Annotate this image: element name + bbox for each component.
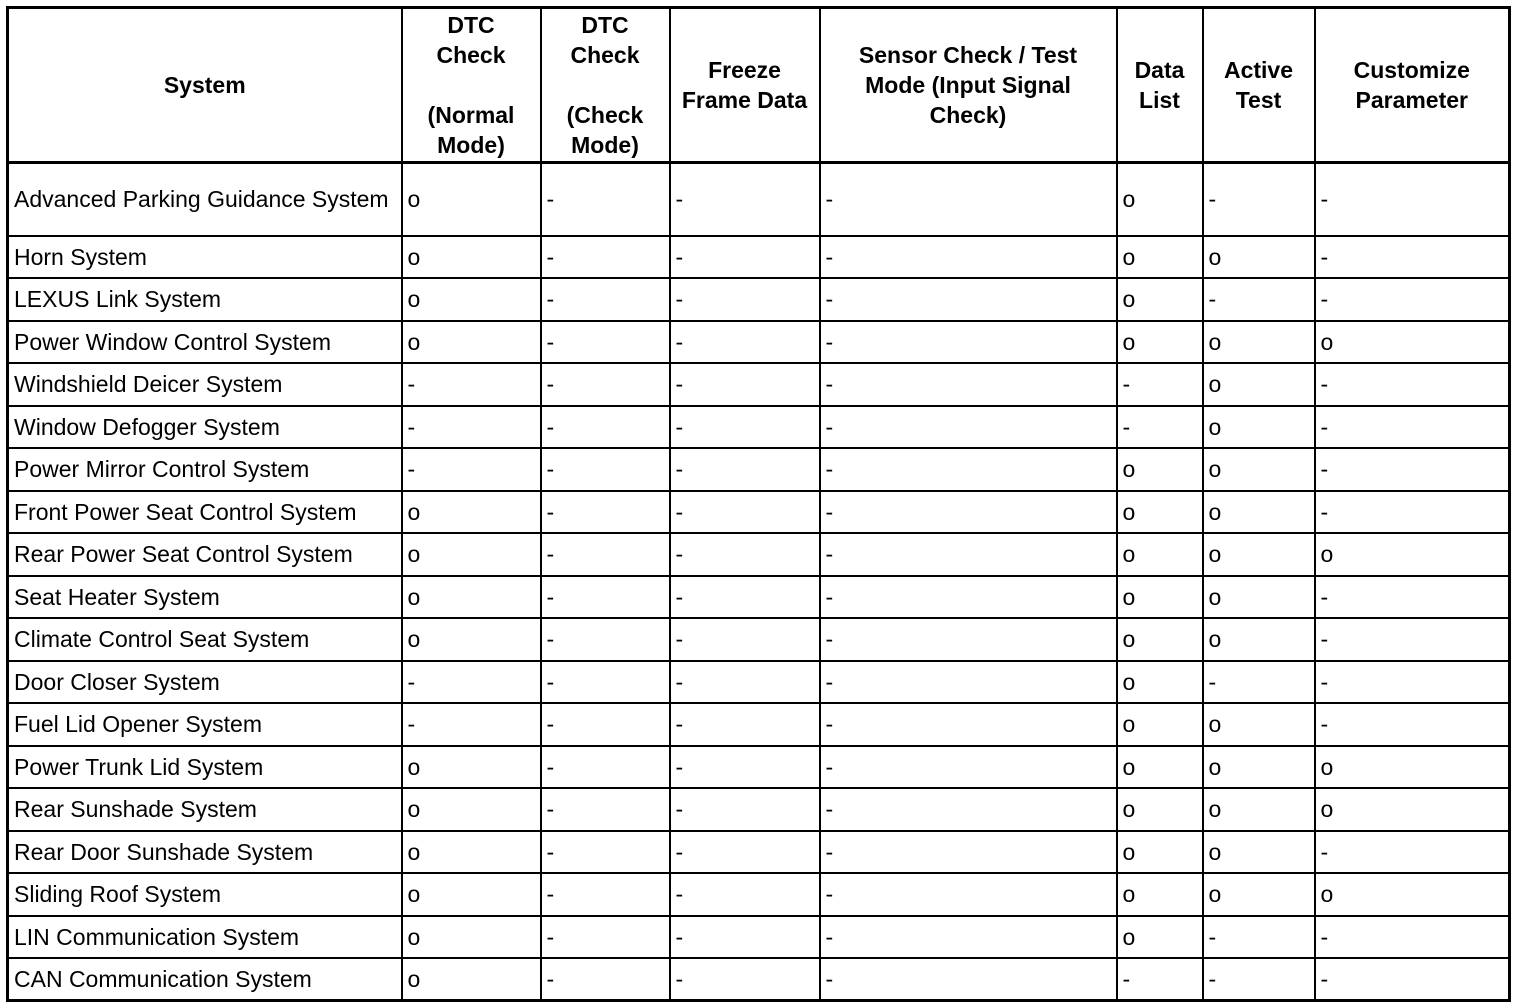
cell-freeze-frame-data: - (670, 873, 820, 916)
cell-system-name: Seat Heater System (8, 576, 402, 619)
cell-dtc-check-mode: - (541, 448, 670, 491)
cell-data-list: o (1117, 703, 1203, 746)
cell-dtc-check-mode: - (541, 236, 670, 279)
table-row (8, 746, 1510, 789)
cell-active-test: o (1203, 236, 1315, 279)
table-row (8, 491, 1510, 534)
cell-sensor-check-test-mode: - (820, 831, 1117, 874)
cell-customize-parameter: - (1315, 831, 1510, 874)
cell-dtc-normal-mode: - (402, 406, 541, 449)
cell-sensor-check-test-mode: - (820, 406, 1117, 449)
cell-customize-parameter: o (1315, 788, 1510, 831)
cell-system-name: LIN Communication System (8, 916, 402, 959)
cell-dtc-normal-mode: - (402, 703, 541, 746)
cell-freeze-frame-data: - (670, 236, 820, 279)
cell-dtc-check-mode: - (541, 831, 670, 874)
cell-dtc-check-mode: - (541, 321, 670, 364)
cell-dtc-normal-mode: o (402, 491, 541, 534)
cell-system-name: Fuel Lid Opener System (8, 703, 402, 746)
cell-active-test: o (1203, 533, 1315, 576)
cell-dtc-normal-mode: o (402, 873, 541, 916)
cell-dtc-normal-mode: - (402, 448, 541, 491)
cell-sensor-check-test-mode: - (820, 788, 1117, 831)
cell-active-test: o (1203, 873, 1315, 916)
cell-system-name: Front Power Seat Control System (8, 491, 402, 534)
cell-dtc-check-mode: - (541, 958, 670, 1001)
cell-dtc-normal-mode: o (402, 618, 541, 661)
cell-active-test: - (1203, 661, 1315, 704)
table-body (8, 163, 1510, 1001)
cell-customize-parameter: - (1315, 661, 1510, 704)
cell-system-name: CAN Communication System (8, 958, 402, 1001)
cell-sensor-check-test-mode: - (820, 746, 1117, 789)
cell-data-list: o (1117, 661, 1203, 704)
cell-customize-parameter: - (1315, 491, 1510, 534)
cell-freeze-frame-data: - (670, 278, 820, 321)
cell-sensor-check-test-mode: - (820, 618, 1117, 661)
cell-dtc-normal-mode: - (402, 363, 541, 406)
table-row (8, 533, 1510, 576)
cell-freeze-frame-data: - (670, 916, 820, 959)
cell-sensor-check-test-mode: - (820, 448, 1117, 491)
cell-dtc-check-mode: - (541, 618, 670, 661)
cell-freeze-frame-data: - (670, 618, 820, 661)
header-row (8, 8, 1510, 163)
cell-dtc-check-mode: - (541, 406, 670, 449)
cell-customize-parameter: - (1315, 448, 1510, 491)
cell-dtc-check-mode: - (541, 703, 670, 746)
table-row (8, 788, 1510, 831)
cell-dtc-normal-mode: o (402, 916, 541, 959)
cell-dtc-check-mode: - (541, 163, 670, 236)
cell-freeze-frame-data: - (670, 746, 820, 789)
cell-active-test: o (1203, 788, 1315, 831)
cell-data-list: o (1117, 746, 1203, 789)
cell-system-name: Window Defogger System (8, 406, 402, 449)
cell-active-test: o (1203, 703, 1315, 746)
cell-freeze-frame-data: - (670, 406, 820, 449)
cell-system-name: Sliding Roof System (8, 873, 402, 916)
cell-dtc-normal-mode: - (402, 661, 541, 704)
cell-dtc-check-mode: - (541, 278, 670, 321)
cell-dtc-normal-mode: o (402, 321, 541, 364)
cell-freeze-frame-data: - (670, 163, 820, 236)
cell-freeze-frame-data: - (670, 363, 820, 406)
cell-freeze-frame-data: - (670, 533, 820, 576)
cell-sensor-check-test-mode: - (820, 916, 1117, 959)
cell-system-name: Climate Control Seat System (8, 618, 402, 661)
cell-customize-parameter: o (1315, 533, 1510, 576)
cell-active-test: o (1203, 831, 1315, 874)
header-sensor-check-test-mode: Sensor Check / Test Mode (Input Signal Check) (820, 8, 1117, 163)
cell-dtc-check-mode: - (541, 788, 670, 831)
cell-active-test: o (1203, 618, 1315, 661)
table-row (8, 278, 1510, 321)
cell-customize-parameter: - (1315, 406, 1510, 449)
cell-sensor-check-test-mode: - (820, 236, 1117, 279)
cell-active-test: o (1203, 746, 1315, 789)
cell-data-list: o (1117, 576, 1203, 619)
cell-customize-parameter: o (1315, 746, 1510, 789)
header-customize-parameter: Customize Parameter (1315, 8, 1510, 163)
header-dtc-check-check-mode: DTC Check (Check Mode) (541, 8, 670, 163)
cell-customize-parameter: o (1315, 873, 1510, 916)
cell-data-list: o (1117, 873, 1203, 916)
cell-customize-parameter: - (1315, 958, 1510, 1001)
cell-dtc-normal-mode: o (402, 278, 541, 321)
header-freeze-frame-data: Freeze Frame Data (670, 8, 820, 163)
cell-sensor-check-test-mode: - (820, 163, 1117, 236)
cell-data-list: o (1117, 236, 1203, 279)
cell-customize-parameter: - (1315, 278, 1510, 321)
cell-data-list: o (1117, 491, 1203, 534)
table-row (8, 363, 1510, 406)
cell-sensor-check-test-mode: - (820, 491, 1117, 534)
cell-dtc-check-mode: - (541, 873, 670, 916)
cell-data-list: o (1117, 618, 1203, 661)
cell-active-test: o (1203, 576, 1315, 619)
cell-freeze-frame-data: - (670, 448, 820, 491)
header-system: System (8, 8, 402, 163)
cell-active-test: - (1203, 958, 1315, 1001)
table-row (8, 873, 1510, 916)
cell-system-name: LEXUS Link System (8, 278, 402, 321)
cell-sensor-check-test-mode: - (820, 661, 1117, 704)
cell-dtc-check-mode: - (541, 491, 670, 534)
table-row (8, 916, 1510, 959)
cell-active-test: o (1203, 363, 1315, 406)
header-data-list: Data List (1117, 8, 1203, 163)
cell-dtc-check-mode: - (541, 576, 670, 619)
table-row (8, 618, 1510, 661)
table-row (8, 661, 1510, 704)
table-row (8, 576, 1510, 619)
cell-freeze-frame-data: - (670, 703, 820, 746)
system-function-table (6, 6, 1511, 1002)
cell-freeze-frame-data: - (670, 788, 820, 831)
cell-data-list: - (1117, 363, 1203, 406)
cell-freeze-frame-data: - (670, 576, 820, 619)
cell-dtc-normal-mode: o (402, 831, 541, 874)
cell-sensor-check-test-mode: - (820, 703, 1117, 746)
cell-active-test: o (1203, 321, 1315, 364)
cell-dtc-normal-mode: o (402, 236, 541, 279)
cell-system-name: Power Window Control System (8, 321, 402, 364)
cell-freeze-frame-data: - (670, 831, 820, 874)
cell-freeze-frame-data: - (670, 661, 820, 704)
cell-dtc-normal-mode: o (402, 533, 541, 576)
cell-data-list: - (1117, 406, 1203, 449)
cell-system-name: Advanced Parking Guidance System (8, 163, 402, 236)
cell-customize-parameter: - (1315, 618, 1510, 661)
cell-dtc-normal-mode: o (402, 163, 541, 236)
cell-freeze-frame-data: - (670, 321, 820, 364)
cell-freeze-frame-data: - (670, 958, 820, 1001)
cell-sensor-check-test-mode: - (820, 278, 1117, 321)
header-dtc-check-normal-mode: DTC Check (Normal Mode) (402, 8, 541, 163)
cell-sensor-check-test-mode: - (820, 363, 1117, 406)
cell-dtc-check-mode: - (541, 746, 670, 789)
cell-system-name: Rear Sunshade System (8, 788, 402, 831)
cell-customize-parameter: - (1315, 236, 1510, 279)
cell-customize-parameter: - (1315, 916, 1510, 959)
cell-active-test: - (1203, 163, 1315, 236)
table-row (8, 703, 1510, 746)
cell-dtc-check-mode: - (541, 363, 670, 406)
table-row (8, 406, 1510, 449)
cell-sensor-check-test-mode: - (820, 958, 1117, 1001)
cell-data-list: o (1117, 916, 1203, 959)
cell-sensor-check-test-mode: - (820, 873, 1117, 916)
cell-data-list: o (1117, 831, 1203, 874)
cell-freeze-frame-data: - (670, 491, 820, 534)
cell-customize-parameter: - (1315, 703, 1510, 746)
cell-sensor-check-test-mode: - (820, 321, 1117, 364)
cell-dtc-normal-mode: o (402, 576, 541, 619)
header-active-test: Active Test (1203, 8, 1315, 163)
cell-data-list: o (1117, 788, 1203, 831)
cell-data-list: o (1117, 448, 1203, 491)
cell-system-name: Door Closer System (8, 661, 402, 704)
cell-customize-parameter: - (1315, 163, 1510, 236)
cell-dtc-normal-mode: o (402, 788, 541, 831)
cell-dtc-check-mode: - (541, 533, 670, 576)
cell-system-name: Power Trunk Lid System (8, 746, 402, 789)
table-row (8, 831, 1510, 874)
cell-dtc-normal-mode: o (402, 958, 541, 1001)
cell-system-name: Horn System (8, 236, 402, 279)
table-row (8, 958, 1510, 1001)
cell-active-test: o (1203, 406, 1315, 449)
cell-dtc-normal-mode: o (402, 746, 541, 789)
table-row (8, 236, 1510, 279)
cell-active-test: - (1203, 916, 1315, 959)
cell-data-list: o (1117, 533, 1203, 576)
cell-dtc-check-mode: - (541, 916, 670, 959)
table-row (8, 448, 1510, 491)
cell-data-list: o (1117, 278, 1203, 321)
cell-sensor-check-test-mode: - (820, 576, 1117, 619)
cell-system-name: Windshield Deicer System (8, 363, 402, 406)
cell-data-list: - (1117, 958, 1203, 1001)
cell-data-list: o (1117, 163, 1203, 236)
cell-active-test: - (1203, 278, 1315, 321)
cell-data-list: o (1117, 321, 1203, 364)
cell-system-name: Rear Door Sunshade System (8, 831, 402, 874)
cell-dtc-check-mode: - (541, 661, 670, 704)
cell-system-name: Rear Power Seat Control System (8, 533, 402, 576)
cell-sensor-check-test-mode: - (820, 533, 1117, 576)
table-row (8, 321, 1510, 364)
cell-customize-parameter: o (1315, 321, 1510, 364)
cell-active-test: o (1203, 491, 1315, 534)
cell-active-test: o (1203, 448, 1315, 491)
cell-customize-parameter: - (1315, 363, 1510, 406)
cell-system-name: Power Mirror Control System (8, 448, 402, 491)
cell-customize-parameter: - (1315, 576, 1510, 619)
table-row (8, 163, 1510, 236)
